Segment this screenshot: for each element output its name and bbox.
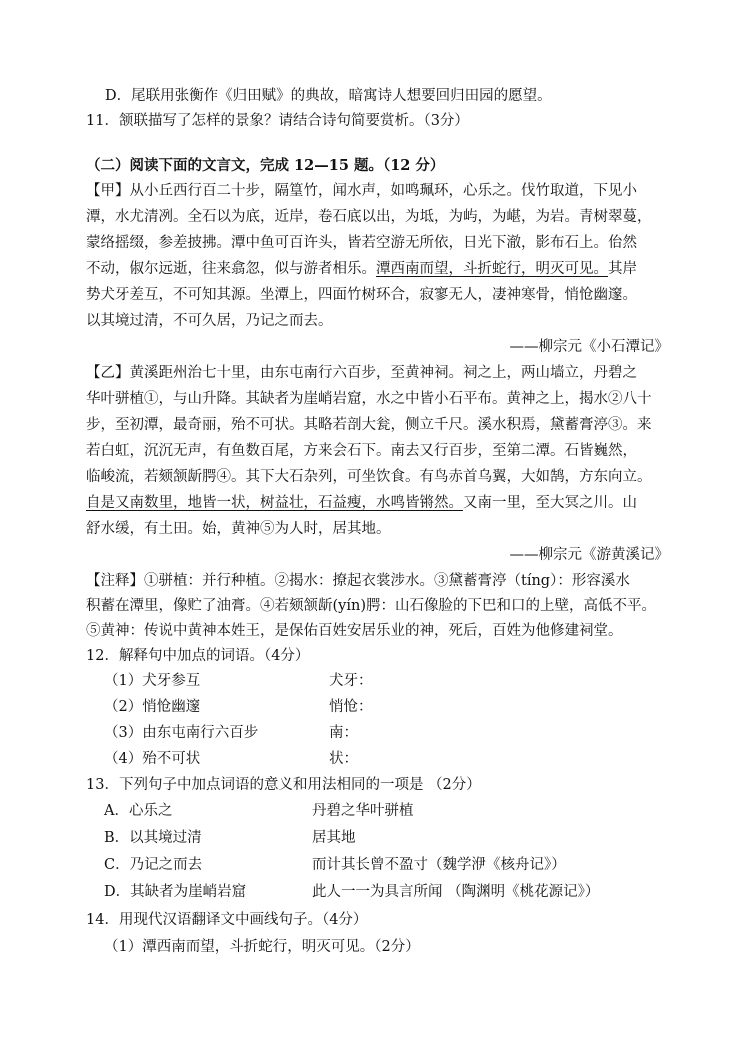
- passage-b-line: 华叶骈植①，与山升降。其缺者为崖峭岩窟，水之中皆小石平布。黄神之上，揭水②八十: [86, 391, 652, 407]
- passage-b-text: 又南一里，至大冥之川。山: [463, 495, 637, 511]
- passage-b-line: 临峻流，若颏颔龂腭④。其下大石杂列，可坐饮食。有鸟赤首乌翼，大如鹄，方东向立。: [86, 469, 652, 485]
- passage-b-line: [86, 493, 637, 513]
- q12-answer-label: 犬牙：: [329, 673, 373, 689]
- q13-option: A．心乐之: [104, 803, 173, 819]
- passage-b-line: 舒水缓，有土田。始，黄神⑤为人时，居其地。: [86, 521, 391, 537]
- q13-option: B．以其境过清: [104, 830, 202, 846]
- notes-line: 积蓄在潭里，像贮了油膏。④若颏颔龂(yín)腭：山石像脸的下巴和口的上壁，高低不平。: [86, 598, 656, 614]
- passage-b-source: ——柳宗元《游黄溪记》: [509, 547, 669, 563]
- passage-b-line: 若白虹，沉沉无声，有鱼数百尾，方来会石下。南去又行百步，至第二潭。石皆巍然，: [86, 443, 637, 459]
- section-heading: （二）阅读下面的文言文，完成 12—15 题。（12 分）: [86, 157, 445, 174]
- passage-b-line: 步，至初潭，最奇丽，殆不可状。其略若剖大瓮，侧立千尺。溪水积焉，黛蓄膏渟③。来: [86, 417, 652, 433]
- question-12: 12．解释句中加点的词语。（4分）: [86, 648, 310, 664]
- q12-item: （1）犬牙参互: [104, 673, 201, 689]
- q12-item: （3）由东屯南行六百步: [104, 725, 259, 741]
- passage-a-line: 以其境过清，不可久居，乃记之而去。: [86, 313, 333, 329]
- passage-a-line: 蒙络摇缀，参差披拂。潭中鱼可百许头，皆若空游无所依，日光下澈，影布石上。佁然: [86, 235, 637, 251]
- underlined-sentence-2: 自是又南数里，地皆一状，树益壮，石益瘦，水鸣皆锵然。: [86, 495, 463, 511]
- q12-answer-label: 南：: [329, 725, 358, 741]
- underlined-sentence-1: 潭西南而望，斗折蛇行，明灭可见。: [376, 261, 608, 277]
- q12-item: （2）悄怆幽邃: [104, 699, 201, 715]
- passage-a-line: 势犬牙差互，不可知其源。坐潭上，四面竹树环合，寂寥无人，凄神寒骨，悄怆幽邃。: [86, 287, 637, 303]
- passage-b-line: 【乙】黄溪距州治七十里，由东屯南行六百步，至黄神祠。祠之上，两山墙立，丹碧之: [86, 365, 637, 381]
- q13-option-compare: 此人一一为具言所闻 （陶渊明《桃花源记》）: [312, 884, 600, 900]
- q12-item: （4）殆不可状: [104, 751, 201, 767]
- q13-option-compare: 而计其长曾不盈寸（魏学洢《核舟记》）: [312, 857, 566, 873]
- passage-a-line: 潭，水尤清冽。全石以为底，近岸，卷石底以出，为坻，为屿，为嵁，为岩。青树翠蔓，: [86, 209, 652, 225]
- option-d: D．尾联用张衡作《归田赋》的典故，暗寓诗人想要回归田园的愿望。: [105, 88, 552, 104]
- q13-option-compare: 丹碧之华叶骈植: [312, 803, 414, 819]
- q13-option: C．乃记之而去: [104, 857, 203, 873]
- passage-a-text: 其岸: [608, 261, 637, 277]
- q14-sub-1: （1）潭西南而望，斗折蛇行，明灭可见。（2分）: [104, 939, 420, 955]
- q12-answer-label: 状：: [329, 751, 358, 767]
- question-14: 14．用现代汉语翻译文中画线句子。（4分）: [86, 912, 368, 928]
- passage-a-line: [86, 259, 637, 279]
- passage-a-source: ——柳宗元《小石潭记》: [509, 339, 669, 355]
- notes-line: ⑤黄神：传说中黄神本姓王，是保佑百姓安居乐业的神，死后，百姓为他修建祠堂。: [86, 623, 623, 639]
- passage-a-line: 【甲】从小丘西行百二十步，隔篁竹，闻水声，如鸣珮环，心乐之。伐竹取道，下见小: [86, 183, 637, 199]
- q13-option-compare: 居其地: [312, 830, 356, 846]
- q13-option: D．其缺者为崖峭岩窟: [104, 884, 247, 900]
- question-11: 11．颔联描写了怎样的景象？请结合诗句简要赏析。（3分）: [86, 113, 469, 129]
- notes-line: 【注释】①骈植：并行种植。②揭水：撩起衣裳涉水。③黛蓄膏渟（tíng）：形容溪水: [86, 573, 630, 589]
- question-13: 13．下列句子中加点词语的意义和用法相同的一项是 （2分）: [86, 777, 481, 793]
- q12-answer-label: 悄怆：: [329, 699, 373, 715]
- passage-a-text: 不动，俶尔远逝，往来翕忽，似与游者相乐。: [86, 261, 376, 277]
